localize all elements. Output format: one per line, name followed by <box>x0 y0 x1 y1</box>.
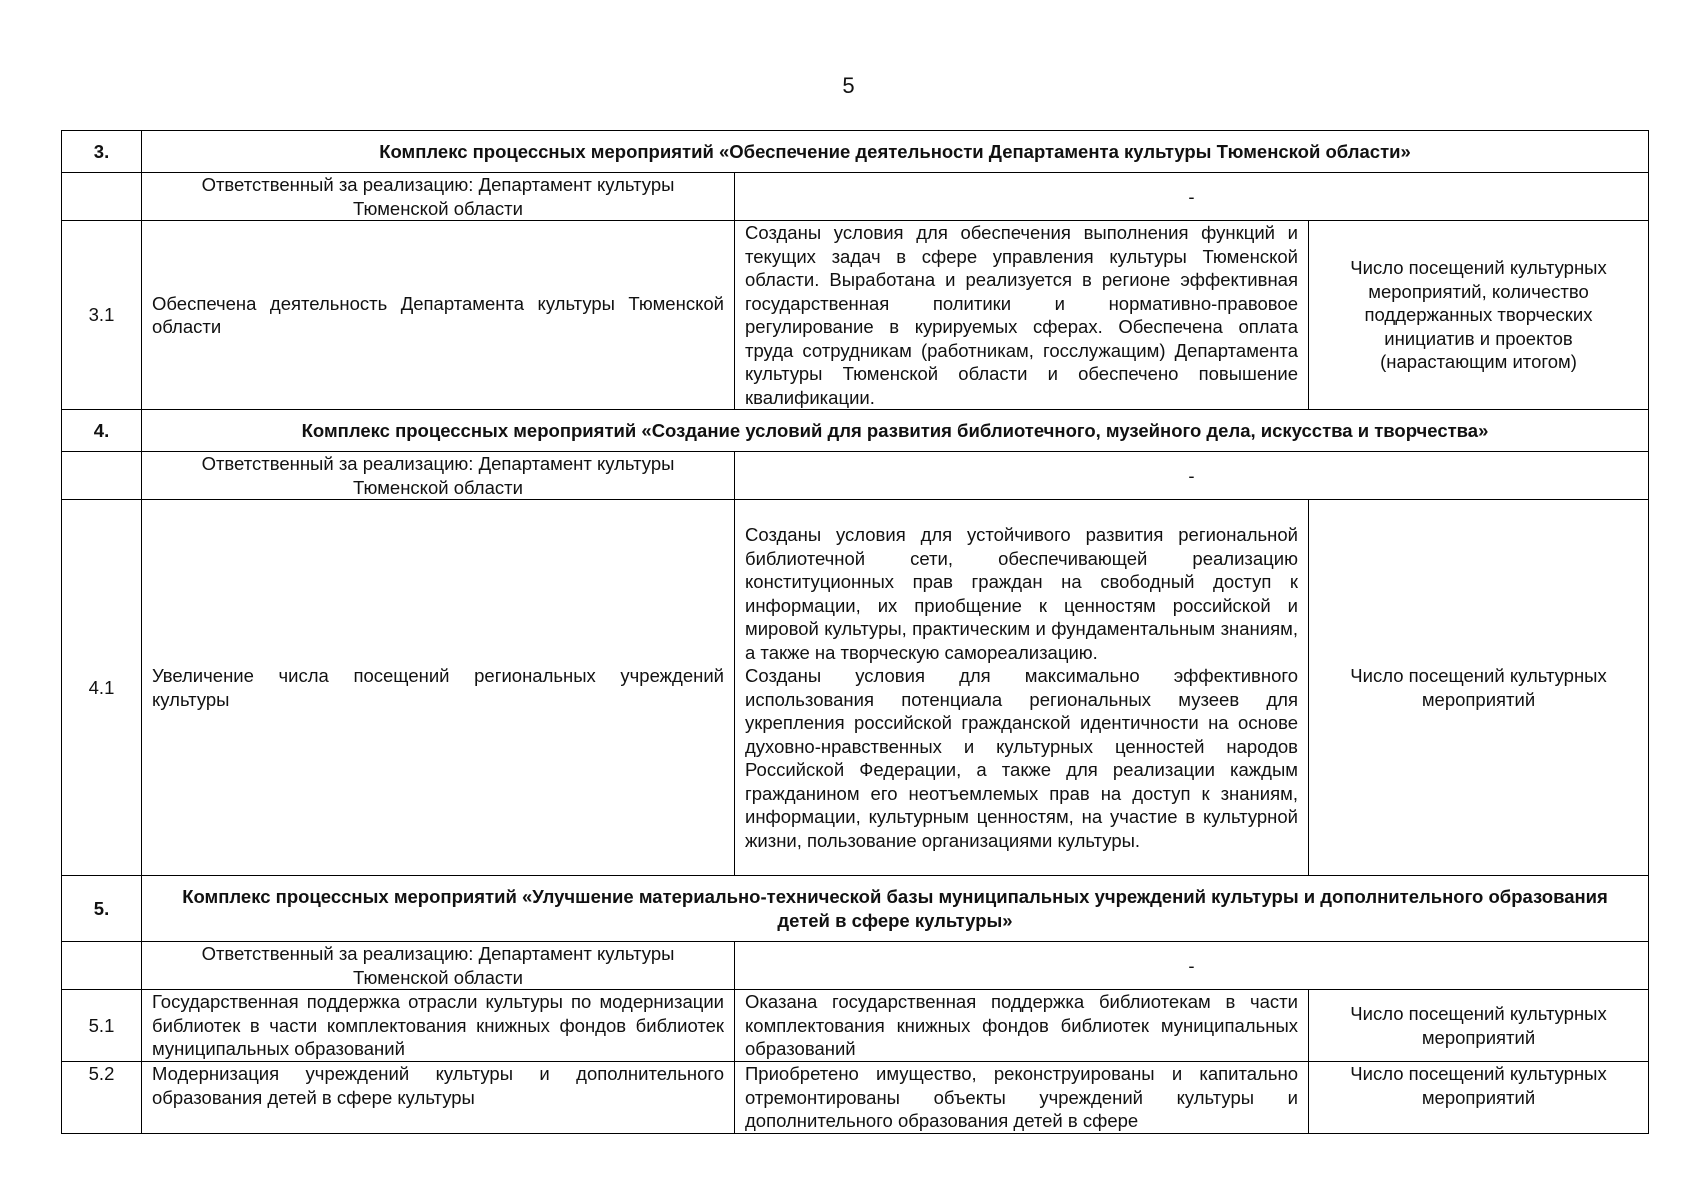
responsible-row <box>62 173 1649 221</box>
row-number: 5.1 <box>62 990 142 1062</box>
effect-paragraph: Созданы условия для максимально эффективного использования потенциала региональных музеев для укрепления российской гражданской идентичности на основе духовно-нравственных и культурных ценностей народов Российской Федерации, а также для реализации каждым гражданином его неотъемлемых прав на доступ к знаниям, информации, культурным ценностям, на участие в культурной жизни, пользование организациями культуры. <box>745 665 1298 851</box>
table-row <box>62 1062 1649 1134</box>
task-cell: Модернизация учреждений культуры и дополнительного образования детей в сфере культуры <box>142 1062 735 1134</box>
empty-cell <box>62 452 142 500</box>
effect-cell: Приобретено имущество, реконструированы и капитально отремонтированы объекты учреждений культуры и дополнительного образования детей в сфере <box>735 1062 1309 1134</box>
indicator-cell: Число посещений культурных мероприятий <box>1309 1062 1649 1134</box>
section-title: Комплекс процессных мероприятий «Создание условий для развития библиотечного, музейного дела, искусства и творчества» <box>142 410 1649 452</box>
indicator-cell: Число посещений культурных мероприятий <box>1309 990 1649 1062</box>
responsible-row <box>62 942 1649 990</box>
empty-cell <box>62 173 142 221</box>
effect-cell <box>735 500 1309 876</box>
responsible-text: Ответственный за реализацию: Департамент культуры Тюменской области <box>142 173 735 221</box>
section-number: 5. <box>62 876 142 942</box>
effect-cell: Оказана государственная поддержка библиотекам в части комплектования книжных фондов библиотек муниципальных образований <box>735 990 1309 1062</box>
table-row <box>62 990 1649 1062</box>
indicator-cell: Число посещений культурных мероприятий, количество поддержанных творческих инициатив и проектов (нарастающим итогом) <box>1309 221 1649 410</box>
task-cell: Обеспечена деятельность Департамента культуры Тюменской области <box>142 221 735 410</box>
row-number: 5.2 <box>62 1062 142 1134</box>
row-number: 4.1 <box>62 500 142 876</box>
program-table <box>61 130 1649 1134</box>
indicator-cell: Число посещений культурных мероприятий <box>1309 500 1649 876</box>
table-row <box>62 500 1649 876</box>
page-number: 5 <box>842 73 855 98</box>
section-header-row <box>62 876 1649 942</box>
section-number: 4. <box>62 410 142 452</box>
effect-cell: Созданы условия для обеспечения выполнения функций и текущих задач в сфере управления культуры Тюменской области. Выработана и реализуется в регионе эффективная государственная политики и нормативно-правовое регулирование в курируемых сферах. Обеспечена оплата труда сотрудникам (работникам, госслужащим) Департамента культуры Тюменской области и обеспечено повышение квалификации. <box>735 221 1309 410</box>
row-number: 3.1 <box>62 221 142 410</box>
table-row <box>62 221 1649 410</box>
section-title: Комплекс процессных мероприятий «Улучшение материально-технической базы муниципальных учреждений культуры и дополнительного образования детей в сфере культуры» <box>142 876 1649 942</box>
section-header-row <box>62 410 1649 452</box>
responsible-value: - <box>735 173 1649 221</box>
responsible-row <box>62 452 1649 500</box>
task-cell: Увеличение числа посещений региональных учреждений культуры <box>142 500 735 876</box>
responsible-value: - <box>735 452 1649 500</box>
section-number: 3. <box>62 131 142 173</box>
responsible-text: Ответственный за реализацию: Департамент культуры Тюменской области <box>142 452 735 500</box>
responsible-value: - <box>735 942 1649 990</box>
task-cell: Государственная поддержка отрасли культуры по модернизации библиотек в части комплектования книжных фондов библиотек муниципальных образований <box>142 990 735 1062</box>
section-header-row <box>62 131 1649 173</box>
effect-paragraph: Созданы условия для устойчивого развития региональной библиотечной сети, обеспечивающей реализацию конституционных прав граждан на свободный доступ к информации, их приобщение к ценностям российской и мировой культуры, практическим и фундаментальным знаниям, а также на творческую самореализацию. <box>745 524 1298 663</box>
section-title: Комплекс процессных мероприятий «Обеспечение деятельности Департамента культуры Тюменской области» <box>142 131 1649 173</box>
responsible-text: Ответственный за реализацию: Департамент культуры Тюменской области <box>142 942 735 990</box>
empty-cell <box>62 942 142 990</box>
